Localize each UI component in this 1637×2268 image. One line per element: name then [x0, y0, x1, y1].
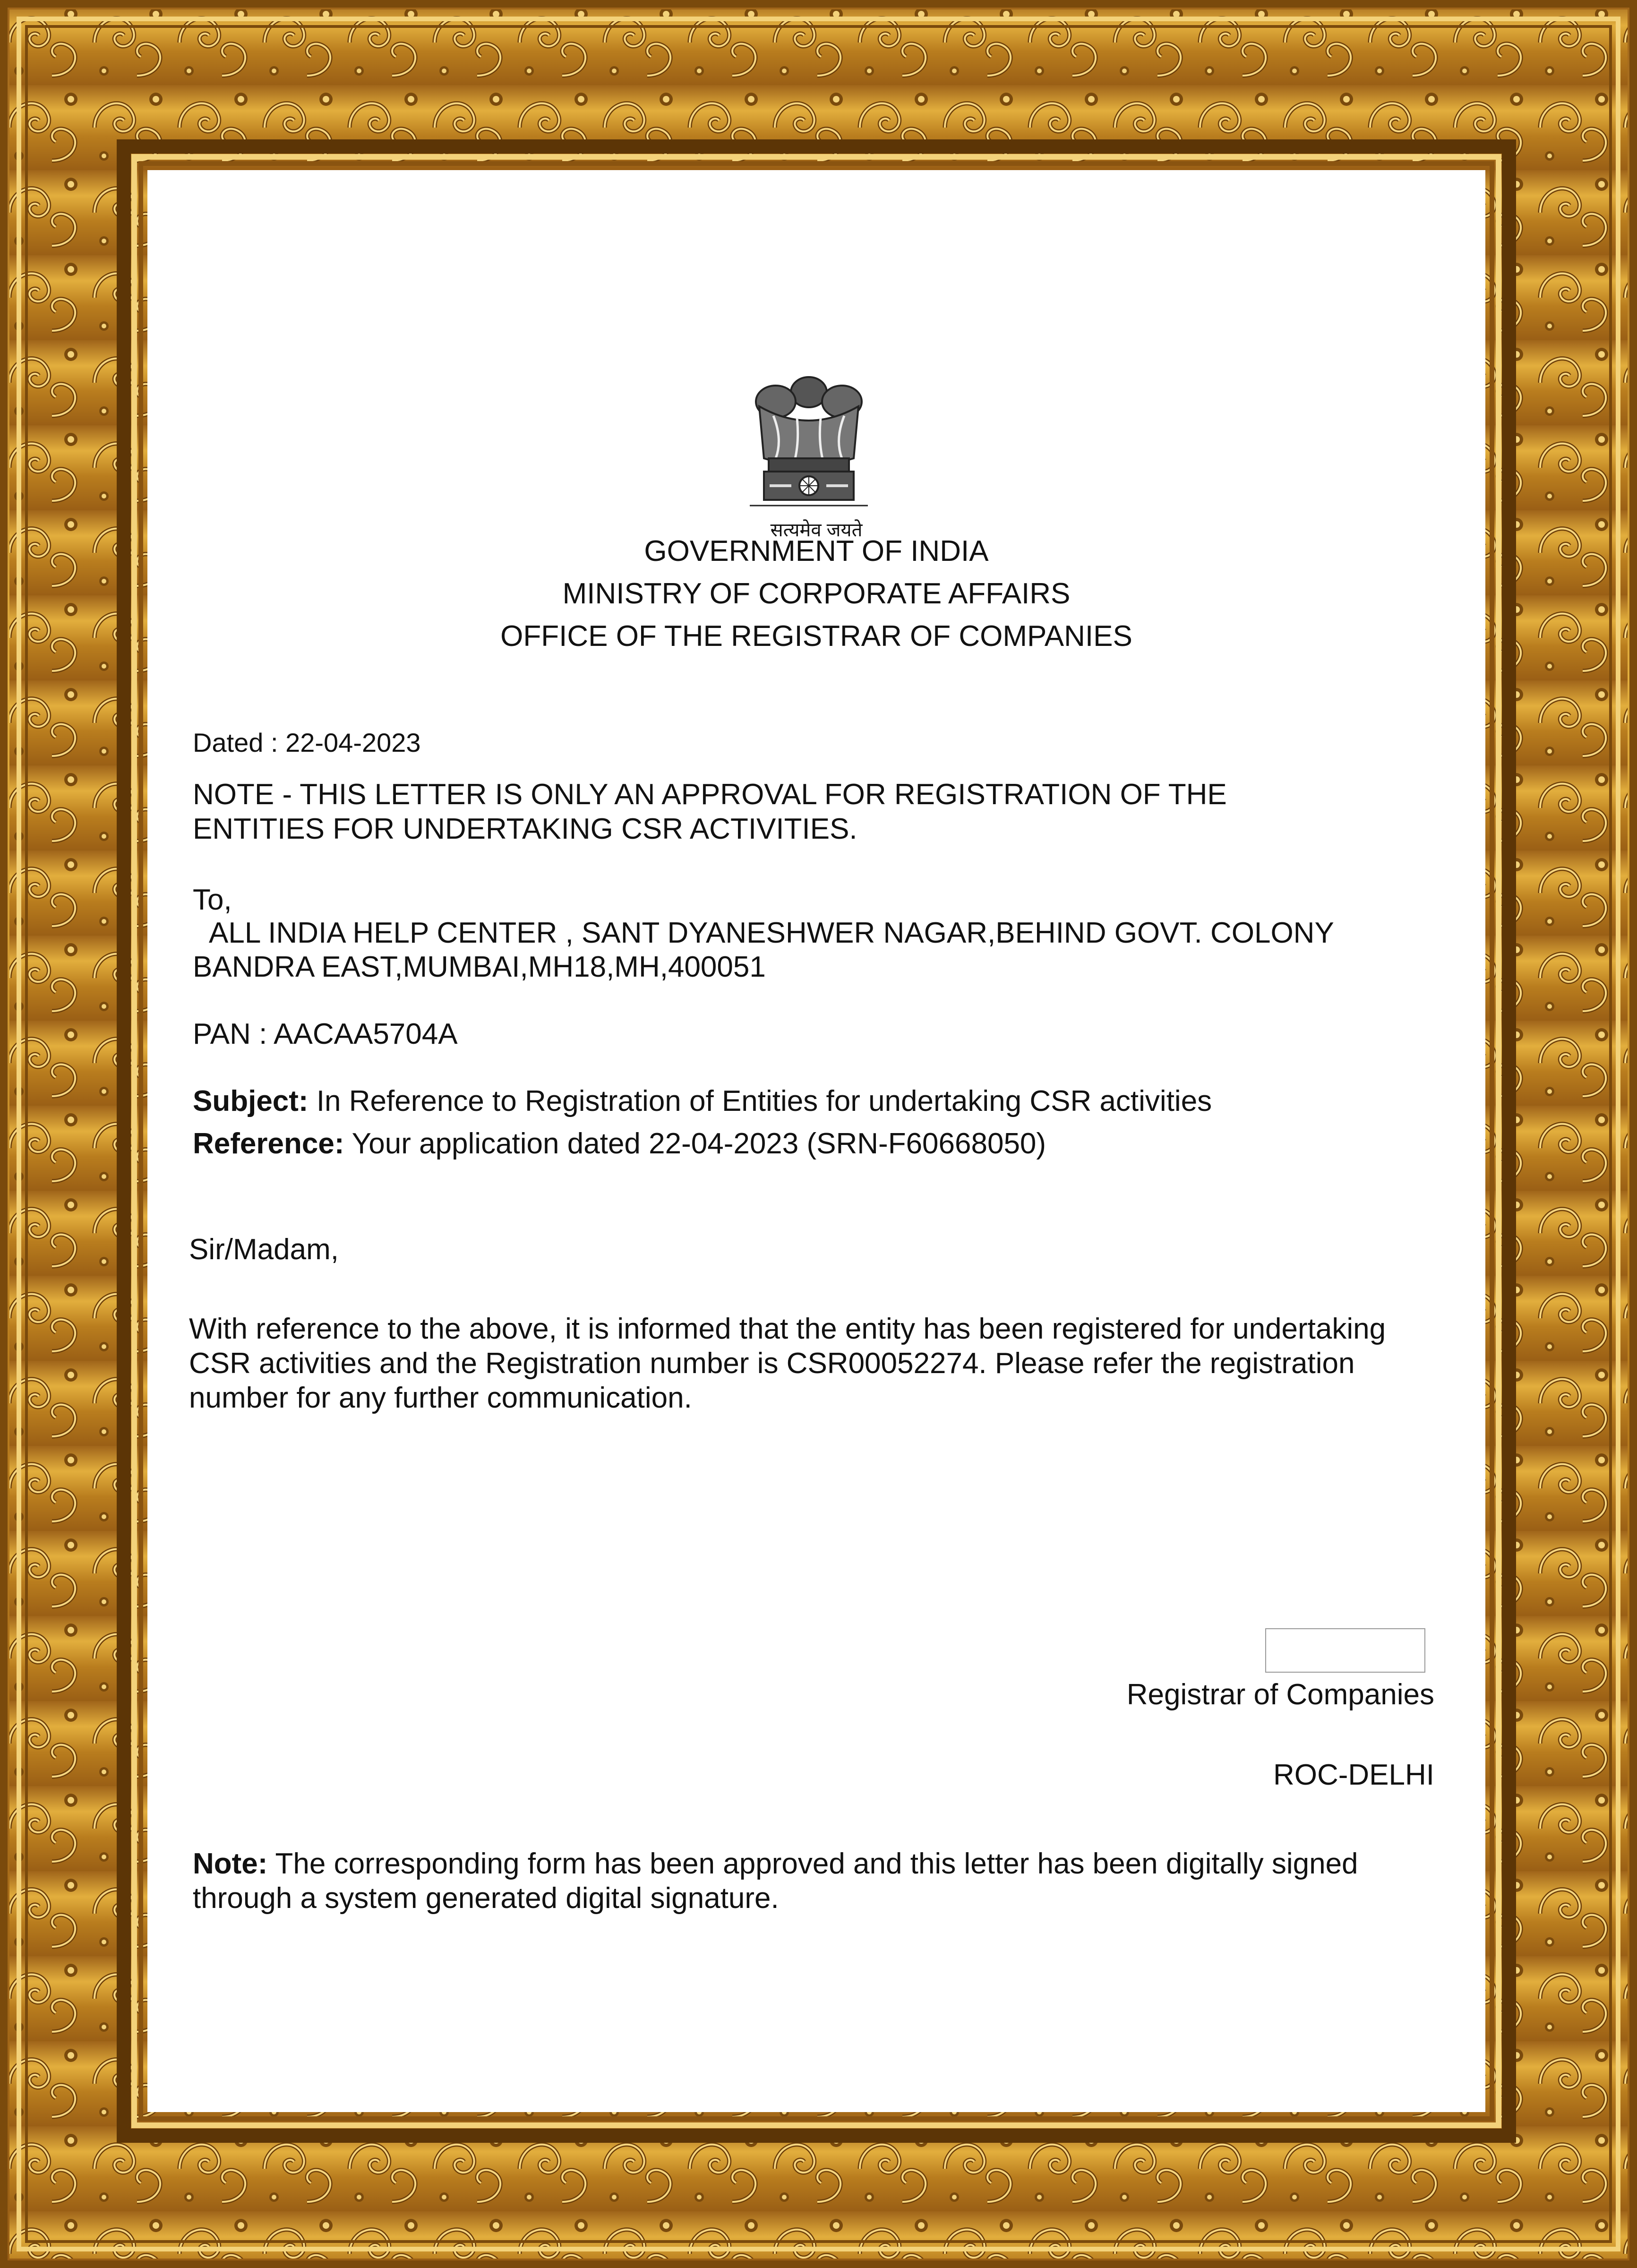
- header-ministry: MINISTRY OF CORPORATE AFFAIRS: [562, 577, 1071, 610]
- subject-text: In Reference to Registration of Entities for undertaking CSR activities: [308, 1085, 1212, 1117]
- subject-line: [193, 1084, 1212, 1119]
- note-top-line1: NOTE - THIS LETTER IS ONLY AN APPROVAL FOR REGISTRATION OF THE: [193, 778, 1227, 811]
- reference-text: Your application dated 22-04-2023 (SRN-F60668050): [344, 1127, 1046, 1160]
- address-to: To,: [193, 884, 232, 916]
- note-top-line2: ENTITIES FOR UNDERTAKING CSR ACTIVITIES.: [193, 813, 857, 845]
- reference-label: Reference:: [193, 1127, 344, 1160]
- pan-number: PAN : AACAA5704A: [193, 1018, 458, 1050]
- reference-line: [193, 1126, 1046, 1161]
- subject-label: Subject:: [193, 1085, 309, 1117]
- address-line1: ALL INDIA HELP CENTER , SANT DYANESHWER NAGAR,BEHIND GOVT. COLONY: [209, 917, 1334, 949]
- body-line2: CSR activities and the Registration number is CSR00052274. Please refer the registration: [189, 1347, 1355, 1380]
- salutation: Sir/Madam,: [189, 1233, 339, 1266]
- footer-note-line1: [193, 1847, 1358, 1881]
- body-line3: number for any further communication.: [189, 1382, 692, 1414]
- body-line1: With reference to the above, it is informed that the entity has been registered for undertaking: [189, 1313, 1386, 1345]
- address-line2: BANDRA EAST,MUMBAI,MH18,MH,400051: [193, 951, 766, 983]
- footer-note-line2: through a system generated digital signature.: [193, 1882, 779, 1915]
- letter-page: [147, 170, 1485, 2112]
- emblem-motto: सत्यमेव जयते: [770, 520, 863, 541]
- footer-note-label: Note:: [193, 1847, 268, 1880]
- signatory-office: ROC-DELHI: [1273, 1759, 1434, 1791]
- dated: Dated : 22-04-2023: [193, 728, 421, 757]
- state-emblem-icon: [740, 364, 877, 534]
- footer-note-text1: The corresponding form has been approved and this letter has been digitally signed: [267, 1847, 1358, 1880]
- header-government: GOVERNMENT OF INDIA: [644, 535, 989, 567]
- header-office: OFFICE OF THE REGISTRAR OF COMPANIES: [500, 620, 1132, 653]
- signature-box: [1265, 1628, 1425, 1673]
- signatory-title: Registrar of Companies: [1126, 1678, 1434, 1711]
